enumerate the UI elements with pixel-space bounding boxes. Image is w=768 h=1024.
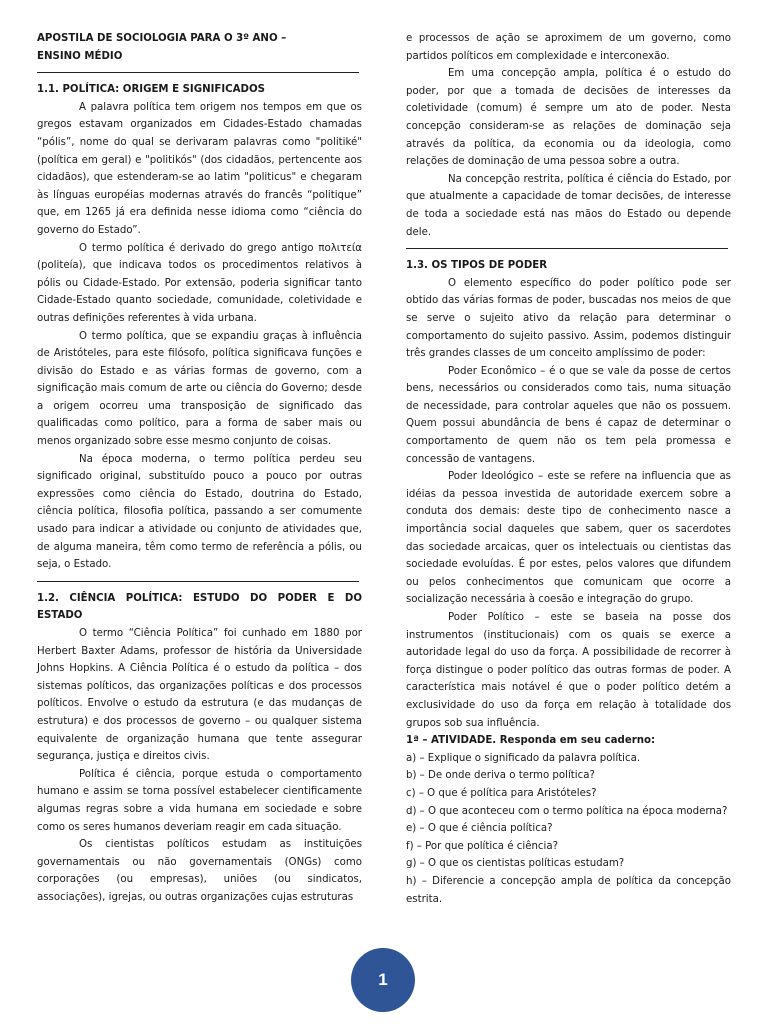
- document-title: APOSTILA DE SOCIOLOGIA PARA O 3º ANO –: [37, 33, 287, 44]
- paragraph: O termo política é derivado do grego antigo πολιτεία (politeía), que indicava todos os procedimentos relativos à pólis ou Cidade-Estado. Por extensão, poderia significar tanto Cidade-Estado quanto sociedade, comunidade, coletividade e outras definições referentes à vida urbana.: [37, 242, 362, 324]
- section-1-3-heading: 1.3. OS TIPOS DE PODER: [406, 260, 548, 272]
- activity-item: c) – O que é política para Aristóteles?: [406, 787, 597, 799]
- paragraph: Na concepção restrita, política é ciência do Estado, por que atualmente a capacidade de tomar decisões, de interesse de toda a sociedade está nas mãos do Estado ou depende dele.: [406, 173, 731, 238]
- paragraph-continuation: e processos de ação se aproximem de um governo, como partidos políticos em complexidade e interconexão.: [406, 33, 731, 62]
- left-column: [37, 30, 362, 907]
- paragraph: O termo “Ciência Política” foi cunhado em 1880 por Herbert Baxter Adams, professor de história da Universidade Johns Hopkins. A Ciência Política é o estudo da política – dos sistemas políticos, das organizações políticas e dos processos políticos. Envolve o estudo da estrutura (e das mudanças de estrutura) e dos processos de governo – ou qualquer sistema equivalente de organização humana que tente assegurar segurança, justiça e direitos civis.: [37, 628, 362, 763]
- section-divider: [37, 72, 359, 73]
- page-number-badge: [351, 948, 415, 1012]
- section-1-1-heading: 1.1. POLÍTICA: ORIGEM E SIGNIFICADOS: [37, 84, 265, 96]
- activity-item: e) – O que é ciência política?: [406, 823, 553, 835]
- activity-item: h) – Diferencie a concepção ampla de política da concepção estrita.: [406, 875, 731, 905]
- paragraph: Poder Político – este se baseia na posse dos instrumentos (institucionais) com os quais se exerce a autoridade legal do uso da força. A possibilidade de recorrer à força distingue o poder político das outras formas de poder. A característica mais notável é que o poder político detém a exclusividade do uso da força em relação à totalidade dos grupos sob sua influência.: [406, 612, 731, 729]
- section-divider: [37, 581, 359, 582]
- activity-item: b) – De onde deriva o termo política?: [406, 770, 595, 782]
- section-divider: [406, 248, 728, 249]
- document-subtitle: ENSINO MÉDIO: [37, 50, 123, 62]
- paragraph: O termo política, que se expandiu graças à influência de Aristóteles, para este filósofo, política significava funções e divisão do Estado e as várias formas de governo, com a significação mais comum de arte ou ciência do Governo; desde a origem ocorreu uma transposição de significado das qualificadas como político, para a forma de saber mais ou menos organizado sobre esse mesmo conjunto de coisas.: [37, 330, 362, 448]
- activity-item: a) – Explique o significado da palavra política.: [406, 752, 641, 764]
- page-number: 1: [378, 970, 388, 989]
- activity-title: 1ª – ATIVIDADE. Responda em seu caderno:: [406, 735, 656, 747]
- activity-item: g) – O que os cientistas políticas estudam?: [406, 858, 625, 870]
- paragraph: O elemento específico do poder político pode ser obtido das várias formas de poder, buscadas nos meios de que se serve o sujeito ativo da relação para determinar o comportamento do sujeito passivo. Assim, podemos distinguir três grandes classes de um conceito amplíssimo de poder:: [406, 277, 731, 360]
- paragraph: Poder Ideológico – este se refere na influencia que as idéias da pessoa investida de autoridade exercem sobre a conduta dos demais: deste tipo de conhecimento nasce a importância social daqueles que sabem, quer os sacerdotes das sociedade arcaicas, quer os intelectuais ou cientistas das sociedade evoluídas. É por estes, pelos valores que difundem ou pelos conhecimentos que comunicam que ocorre a socialização necessária à coesão e integração do grupo.: [406, 471, 731, 606]
- paragraph: A palavra política tem origem nos tempos em que os gregos estavam organizados em Cidades-Estado chamadas “pólis”, nome do qual se derivaram palavras como "politiké" (política em geral) e "politikós" (dos cidadãos, pertencente aos cidadãos), que estenderam-se ao latim "politicus" e chegaram às línguas européias modernas através do francês “politique” que, em 1265 já era definida nesse idioma como “ciência do governo do Estado”.: [37, 101, 362, 236]
- paragraph: Em uma concepção ampla, política é o estudo do poder, por que a tomada de decisões de interesses da coletividade (comum) é sempre um ato de poder. Nesta concepção consideram-se as relações de dominação seja através da política, da economia ou da ideologia, como relações de dominação de uma pessoa sobre a outra.: [406, 68, 731, 168]
- activity-item: d) – O que aconteceu com o termo política na época moderna?: [406, 805, 728, 817]
- right-column: [406, 30, 731, 908]
- paragraph: Poder Econômico – é o que se vale da posse de certos bens, necessários ou considerados como tais, numa situação de necessidade, para controlar aqueles que não os possuem. Quem possui abundância de bens é capaz de determinar o comportamento de quem não os tem pela promessa e concessão de vantagens.: [406, 365, 731, 465]
- activity-item: f) – Por que política é ciência?: [406, 840, 559, 852]
- paragraph: Na época moderna, o termo política perdeu seu significado original, substituído pouco a pouco por outras expressões como ciência do Estado, doutrina do Estado, ciência política, filosofia política, passando a ser comumente usado para indicar a atividade ou conjunto de atividades que, de alguma maneira, têm como termo de referência a pólis, ou seja, o Estado.: [37, 453, 362, 571]
- paragraph: Os cientistas políticos estudam as instituições governamentais ou não governamentais (ONGs) como corporações (ou empresas), uniões (ou sindicatos, associações), igrejas, ou outras organizações cujas estruturas: [37, 839, 362, 903]
- paragraph: Política é ciência, porque estuda o comportamento humano e assim se torna possível estabelecer cientificamente algumas regras sobre a vida humana em sociedade e sobre como os seres humanos deveriam reagir em cada situação.: [37, 768, 362, 833]
- section-1-2-heading: 1.2. CIÊNCIA POLÍTICA: ESTUDO DO PODER E DO ESTADO: [37, 592, 362, 622]
